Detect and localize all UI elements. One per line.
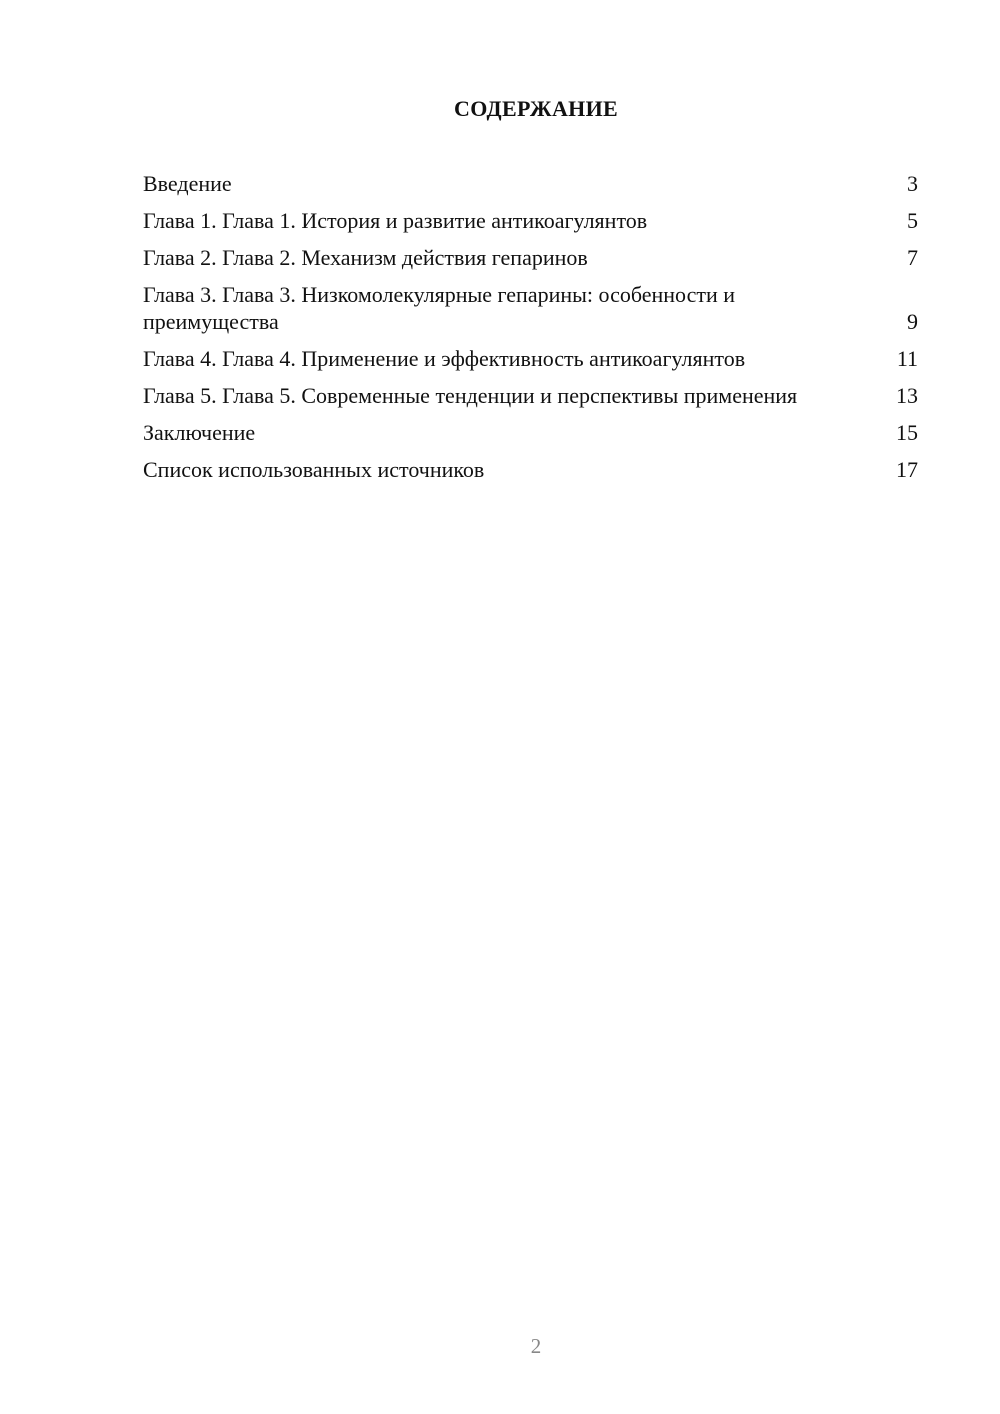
- toc-entry-page: 15: [896, 420, 918, 445]
- toc-entry-chapter-4: [143, 345, 918, 372]
- toc-entry-chapter-2: [143, 244, 918, 271]
- toc-entry-title: Глава 1. Глава 1. История и развитие антикоагулянтов: [143, 208, 648, 233]
- toc-entry-page: 7: [907, 245, 918, 270]
- toc-entry-page: 13: [896, 383, 918, 408]
- toc-entry-chapter-1: [143, 207, 918, 234]
- toc-entry-conclusion: [143, 419, 918, 446]
- toc-heading: СОДЕРЖАНИЕ: [454, 96, 618, 121]
- toc-entry-title: Глава 2. Глава 2. Механизм действия гепаринов: [143, 245, 588, 270]
- toc-entry-page: 17: [896, 457, 918, 482]
- toc-entry-page: 5: [907, 208, 918, 233]
- toc-entry-introduction: [143, 170, 918, 197]
- toc-entry-references: [143, 456, 918, 483]
- toc-entry-title: Список использованных источников: [143, 457, 485, 482]
- toc-entry-title: Глава 4. Глава 4. Применение и эффективность антикоагулянтов: [143, 346, 746, 371]
- toc-entry-title: Глава 5. Глава 5. Современные тенденции и перспективы применения: [143, 383, 798, 408]
- toc-entry-chapter-3: [143, 281, 918, 335]
- toc-entry-page: 3: [907, 171, 918, 196]
- toc-entry-title: Заключение: [143, 420, 256, 445]
- table-of-contents: [143, 170, 918, 493]
- toc-entry-chapter-5: [143, 382, 918, 409]
- toc-entry-title: Введение: [143, 171, 232, 196]
- toc-entry-page: 9: [907, 309, 918, 334]
- page-number: 2: [530, 1334, 542, 1358]
- toc-entry-title: Глава 3. Глава 3. Низкомолекулярные гепарины: особенности и преимущества: [143, 282, 736, 334]
- toc-entry-page: 11: [896, 346, 918, 371]
